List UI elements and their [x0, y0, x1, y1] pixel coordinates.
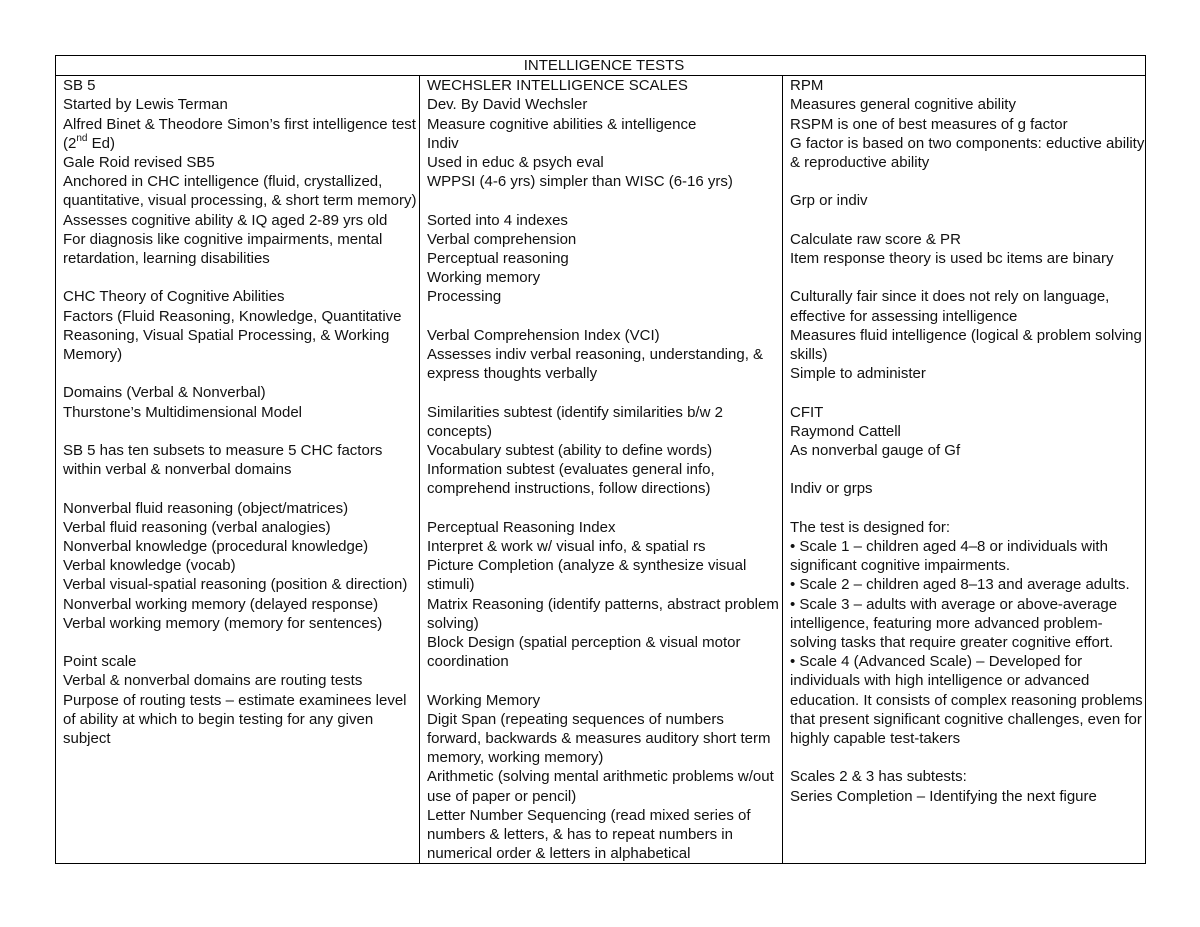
- wechsler-content: [427, 76, 782, 863]
- text-line: • Scale 4 (Advanced Scale) – Developed for individuals with high intelligence or advanced education. It consists of complex reasoning problems that present significant cognitive challenges, even for highly capable test-takers: [790, 653, 1143, 748]
- text-line: Indiv or grps: [790, 480, 873, 498]
- text-line: Assesses indiv verbal reasoning, understanding, & express thoughts verbally: [427, 346, 764, 383]
- text-line: Perceptual reasoning: [427, 250, 569, 268]
- blank-line: [790, 211, 1145, 230]
- blank-line: [63, 268, 419, 287]
- text-line: As nonverbal gauge of Gf: [790, 442, 961, 459]
- text-line: G factor is based on two components: eductive ability & reproductive ability: [790, 134, 1145, 172]
- blank-line: [427, 307, 782, 326]
- text-line: CFIT: [790, 403, 824, 421]
- text-line: Nonverbal working memory (delayed response): [63, 595, 379, 613]
- text-line: For diagnosis like cognitive impairments, mental retardation, learning disabilities: [63, 230, 383, 268]
- text-line: Similarities subtest (identify similarities b/w 2 concepts): [427, 403, 723, 440]
- text-line: Raymond Cattell: [790, 422, 901, 440]
- blank-line: [427, 383, 782, 402]
- text-line: Verbal & nonverbal domains are routing tests: [63, 672, 363, 690]
- text-line: Assesses cognitive ability & IQ aged 2-89 yrs old: [63, 211, 388, 229]
- text-line: Started by Lewis Terman: [63, 96, 228, 114]
- text-line: CHC Theory of Cognitive Abilities: [63, 288, 285, 306]
- text-line: Vocabulary subtest (ability to define words): [427, 442, 713, 460]
- text-line: Sorted into 4 indexes: [427, 211, 568, 229]
- blank-line: [790, 499, 1145, 518]
- text-line: Letter Number Sequencing (read mixed series of numbers & letters, & has to repeat numbers in numerical order & letters in alphabetical: [427, 806, 751, 863]
- column-rpm: [783, 76, 1146, 864]
- text-line: Nonverbal knowledge (procedural knowledge): [63, 538, 369, 556]
- text-line: Verbal knowledge (vocab): [63, 557, 236, 575]
- text-line: Matrix Reasoning (identify patterns, abstract problem solving): [427, 595, 779, 632]
- text-line: Verbal fluid reasoning (verbal analogies): [63, 518, 331, 536]
- text-line: Working Memory: [427, 691, 541, 709]
- text-line: Culturally fair since it does not rely on language, effective for assessing intelligence: [790, 288, 1110, 325]
- text-line: RPM: [790, 77, 824, 95]
- blank-line: [790, 383, 1145, 402]
- blank-line: [790, 748, 1145, 767]
- blank-line: [790, 460, 1145, 479]
- text-line: • Scale 2 – children aged 8–13 and average adults.: [790, 576, 1130, 594]
- text-line: SB 5: [63, 77, 96, 95]
- text-line: Calculate raw score & PR: [790, 230, 961, 248]
- blank-line: [790, 172, 1145, 191]
- column-wechsler: [420, 76, 783, 864]
- text-line: RSPM is one of best measures of g factor: [790, 115, 1068, 133]
- text-line: Scales 2 & 3 has subtests:: [790, 768, 967, 786]
- text-line: SB 5 has ten subsets to measure 5 CHC factors within verbal & nonverbal domains: [63, 442, 383, 479]
- text-line: Working memory: [427, 269, 541, 287]
- text-line: Alfred Binet & Theodore Simon’s first intelligence test (2nd Ed): [63, 115, 416, 152]
- column-sb5: [56, 76, 420, 864]
- text-line: Domains (Verbal & Nonverbal): [63, 384, 266, 402]
- edition-tail: Ed): [87, 134, 115, 152]
- text-line: WPPSI (4-6 yrs) simpler than WISC (6-16 yrs): [427, 173, 733, 191]
- text-line: Indiv: [427, 134, 459, 152]
- text-line: WECHSLER INTELLIGENCE SCALES: [427, 77, 688, 95]
- sb5-content: [63, 76, 419, 863]
- blank-line: [427, 191, 782, 210]
- text-line: Series Completion – Identifying the next figure: [790, 787, 1097, 805]
- text-line: Point scale: [63, 653, 137, 671]
- text-line: The test is designed for:: [790, 518, 951, 536]
- text-line: Verbal working memory (memory for sentences): [63, 614, 383, 632]
- text-line: Arithmetic (solving mental arithmetic problems w/out use of paper or pencil): [427, 768, 774, 805]
- text-line: • Scale 3 – adults with average or above-average intelligence, featuring more advanced problem-solving tasks that require greater cognitive effort.: [790, 595, 1118, 651]
- intelligence-tests-table: [55, 55, 1146, 864]
- text-line: Measures general cognitive ability: [790, 96, 1016, 114]
- text-line: Block Design (spatial perception & visual motor coordination: [427, 634, 741, 671]
- blank-line: [790, 268, 1145, 287]
- text-line: Dev. By David Wechsler: [427, 96, 588, 114]
- text-line: Digit Span (repeating sequences of numbers forward, backwards & measures auditory short term memory, working memory): [427, 710, 771, 767]
- text-line: Nonverbal fluid reasoning (object/matrices): [63, 499, 349, 517]
- text-line: Verbal comprehension: [427, 230, 577, 248]
- text-line: Interpret & work w/ visual info, & spatial rs: [427, 538, 706, 556]
- rpm-content: [790, 76, 1145, 863]
- text-line: Measures fluid intelligence (logical & problem solving skills): [790, 326, 1142, 363]
- table-title: INTELLIGENCE TESTS: [56, 56, 1146, 76]
- edition-superscript: nd: [76, 132, 88, 144]
- text-line: Simple to administer: [790, 365, 926, 383]
- text-line: • Scale 1 – children aged 4–8 or individuals with significant cognitive impairments.: [790, 537, 1108, 575]
- text-line: Verbal Comprehension Index (VCI): [427, 326, 660, 344]
- text-line: Grp or indiv: [790, 192, 868, 210]
- text-line: Gale Roid revised SB5: [63, 154, 215, 172]
- text-line: Purpose of routing tests – estimate examinees level of ability at which to begin testing for any given subject: [63, 691, 407, 748]
- blank-line: [427, 499, 782, 518]
- blank-line: [63, 633, 419, 652]
- text-line: Anchored in CHC intelligence (fluid, crystallized, quantitative, visual processing, & short term memory): [63, 173, 417, 210]
- blank-line: [427, 671, 782, 690]
- text-line: Item response theory is used bc items are binary: [790, 250, 1114, 267]
- blank-line: [63, 479, 419, 498]
- text-line: Processing: [427, 288, 502, 306]
- blank-line: [63, 364, 419, 383]
- text-line: Used in educ & psych eval: [427, 154, 604, 172]
- text-line: Perceptual Reasoning Index: [427, 518, 616, 536]
- text-line: Thurstone’s Multidimensional Model: [63, 403, 303, 421]
- text-line: Measure cognitive abilities & intelligence: [427, 115, 697, 133]
- blank-line: [63, 422, 419, 441]
- text-line: Factors (Fluid Reasoning, Knowledge, Quantitative Reasoning, Visual Spatial Processing, & Working Memory): [63, 307, 402, 364]
- text-line: Picture Completion (analyze & synthesize visual stimuli): [427, 557, 747, 594]
- text-line: Verbal visual-spatial reasoning (position & direction): [63, 576, 408, 594]
- text-line: Information subtest (evaluates general info, comprehend instructions, follow directions): [427, 461, 715, 498]
